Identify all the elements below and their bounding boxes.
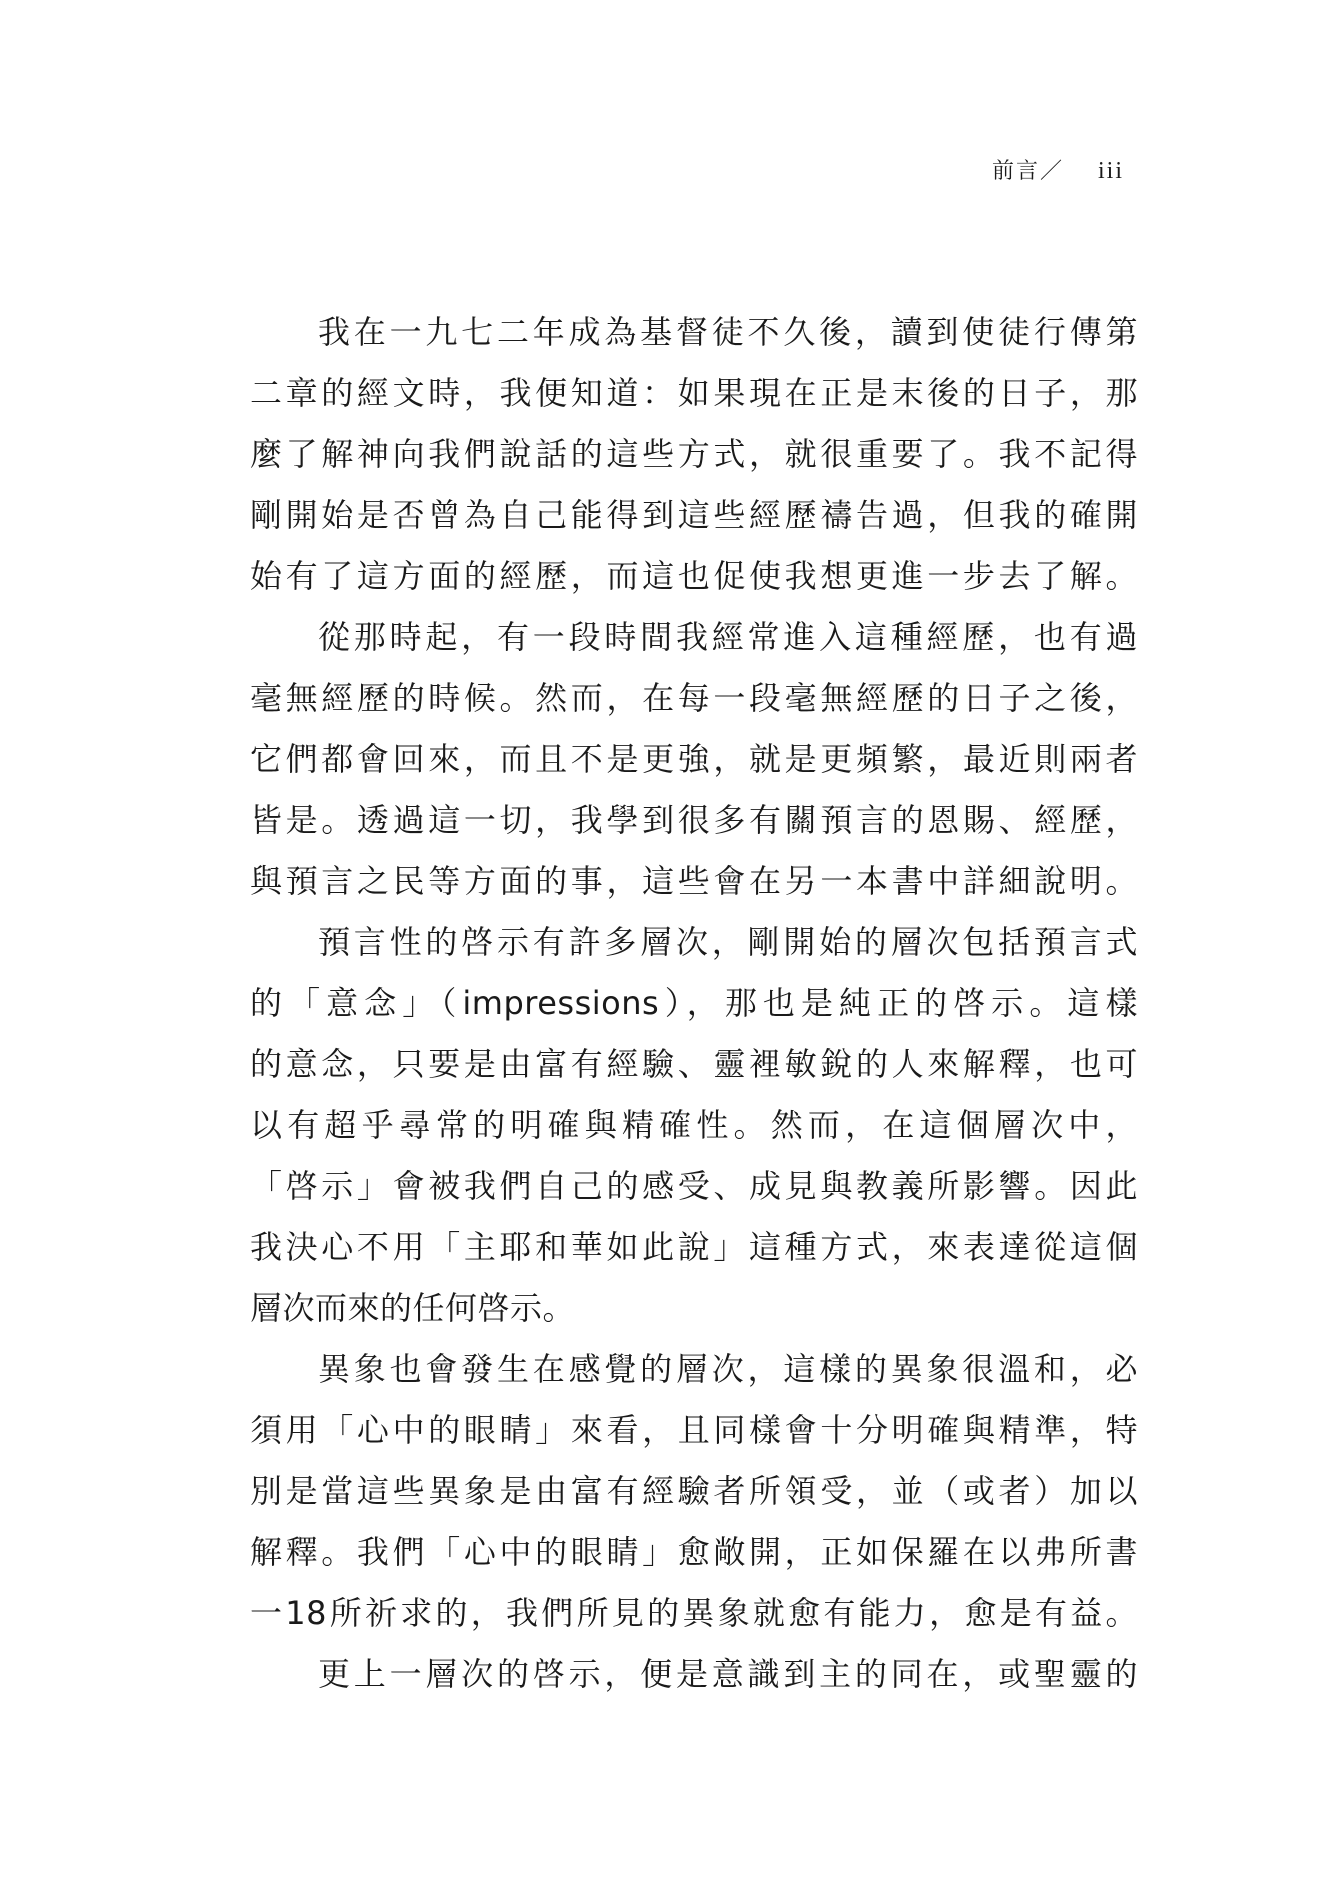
text-line: 預言性的啓示有許多層次，剛開始的層次包括預言式 (318, 923, 1138, 961)
text-line: 毫無經歷的時候。然而，在每一段毫無經歷的日子之後， (250, 679, 1138, 717)
text-line: 皆是。透過這一切，我學到很多有關預言的恩賜、經歷， (250, 801, 1138, 839)
text-line: 解釋。我們「心中的眼睛」愈敞開，正如保羅在以弗所書 (250, 1533, 1138, 1571)
text-line: 別是當這些異象是由富有經驗者所領受，並（或者）加以 (250, 1472, 1138, 1510)
text-line: 以有超乎尋常的明確與精確性。然而，在這個層次中， (250, 1106, 1138, 1144)
text-line: 異象也會發生在感覺的層次，這樣的異象很溫和，必 (318, 1350, 1138, 1388)
text-line: 的意念，只要是由富有經驗、靈裡敏銳的人來解釋，也可 (250, 1045, 1138, 1083)
text-line: 我決心不用「主耶和華如此說」這種方式，來表達從這個 (250, 1228, 1138, 1266)
text-line: 須用「心中的眼睛」來看，且同樣會十分明確與精準，特 (250, 1411, 1138, 1449)
paragraph-3 (250, 912, 1138, 1339)
text-line: 的「意念」（impressions），那也是純正的啓示。這樣 (250, 984, 1138, 1022)
text-line: 始有了這方面的經歷，而這也促使我想更進一步去了解。 (250, 557, 1138, 595)
text-line: 麼了解神向我們說話的這些方式，就很重要了。我不記得 (250, 435, 1138, 473)
paragraph-1 (250, 302, 1138, 607)
paragraph-2 (250, 607, 1138, 912)
text-line: 「啓示」會被我們自己的感受、成見與教義所影響。因此 (250, 1167, 1138, 1205)
page-number: iii (1097, 158, 1124, 184)
paragraph-4 (250, 1339, 1138, 1644)
body-text (250, 302, 1138, 1705)
text-line: 二章的經文時，我便知道：如果現在正是末後的日子，那 (250, 374, 1138, 412)
text-line: 一18所祈求的，我們所見的異象就愈有能力，愈是有益。 (250, 1594, 1138, 1632)
text-line: 層次而來的任何啓示。 (250, 1289, 576, 1327)
text-line: 我在一九七二年成為基督徒不久後，讀到使徒行傳第 (318, 313, 1138, 351)
running-header (992, 154, 1124, 185)
text-line: 它們都會回來，而且不是更強，就是更頻繁，最近則兩者 (250, 740, 1138, 778)
header-section-name: 前言／ (991, 159, 1064, 184)
text-line: 剛開始是否曾為自己能得到這些經歷禱告過，但我的確開 (250, 496, 1138, 534)
paragraph-5 (250, 1644, 1138, 1705)
text-line: 更上一層次的啓示，便是意識到主的同在，或聖靈的 (318, 1655, 1138, 1693)
text-line: 與預言之民等方面的事，這些會在另一本書中詳細說明。 (250, 862, 1138, 900)
text-line: 從那時起，有一段時間我經常進入這種經歷，也有過 (318, 618, 1138, 656)
